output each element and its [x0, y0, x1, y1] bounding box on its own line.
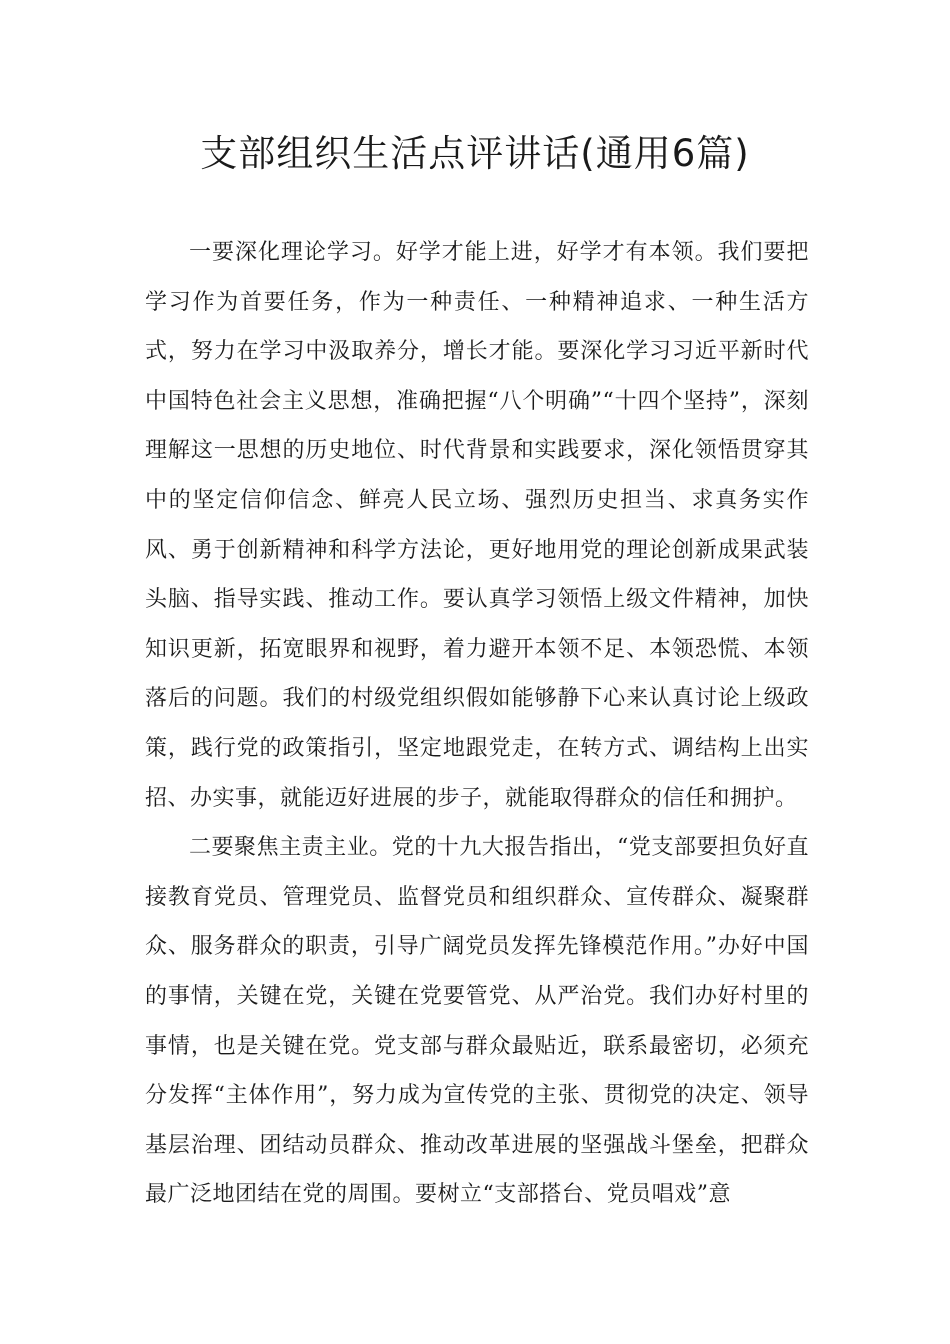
- paragraph-theory-study: 一要深化理论学习。好学才能上进，好学才有本领。我们要把学习作为首要任务，作为一种责任、一种精神追求、一种生活方式，努力在学习中汲取养分，增长才能。要深化学习习近平新时代中国特色社会主义思想，准确把握“八个明确”“十四个坚持”，深刻理解这一思想的历史地位、时代背景和实践要求，深化领悟贯穿其中的坚定信仰信念、鲜亮人民立场、强烈历史担当、求真务实作风、勇于创新精神和科学方法论，更好地用党的理论创新成果武装头脑、指导实践、推动工作。要认真学习领悟上级文件精神，加快知识更新，拓宽眼界和视野，着力避开本领不足、本领恐慌、本领落后的问题。我们的村级党组织假如能够静下心来认真讨论上级政策，践行党的政策指引，坚定地跟党走，在转方式、调结构上出实招、办实事，就能迈好进展的步子，就能取得群众的信任和拥护。: [145, 240, 809, 811]
- document-title: 支部组织生活点评讲话(通用6篇): [200, 132, 750, 175]
- document-body: [145, 228, 809, 1220]
- paragraph-main-duty: 二要聚焦主责主业。党的十九大报告指出，“党支部要担负好直接教育党员、管理党员、监督党员和组织群众、宣传群众、凝聚群众、服务群众的职责，引导广阔党员发挥先锋模范作用。”办好中国的事情，关键在党，关键在党要管党、从严治党。我们办好村里的事情，也是关键在党。党支部与群众最贴近，联系最密切，必须充分发挥“主体作用”，努力成为宣传党的主张、贯彻党的决定、领导基层治理、团结动员群众、推动改革进展的坚强战斗堡垒，把群众最广泛地团结在党的周围。要树立“支部搭台、党员唱戏”意: [145, 835, 809, 1208]
